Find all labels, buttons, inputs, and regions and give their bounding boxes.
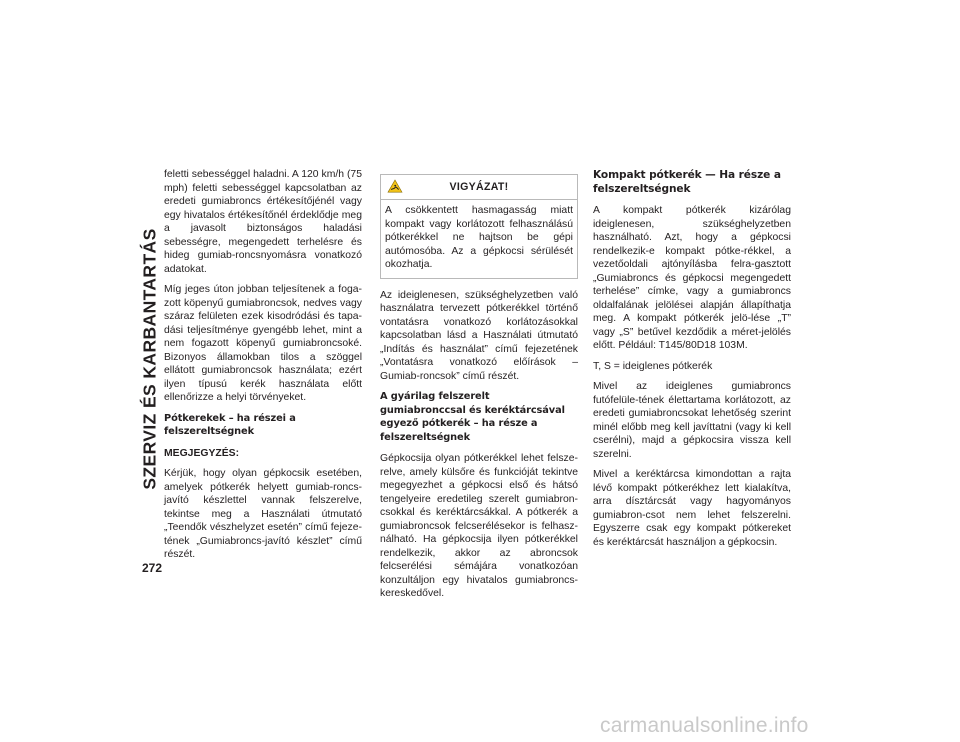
paragraph: Míg jeges úton jobban teljesítenek a foga-zott köpenyű gumiabroncsok, nedves vagy száraz felületen ezek kisodródási és tapa-dási teljesítménye gyengébb lehet, mint a nem fogazott köpenyű gumiabroncsoké. Bizonyos államokban tilos a szöggel ellátott gumiabroncsok használata; ezért ilyen típusú kerék használata előtt ellenőrizze a helyi törvényeket. (164, 284, 362, 403)
section-heading: Kompakt pótkerék — Ha része a felszereltségnek (593, 169, 781, 195)
caution-header (381, 175, 577, 200)
paragraph: Mivel a keréktárcsa kimondottan a rajta lévő kompakt pótkerékhez lett kialakítva, arra dísztárcsát vagy hagyományos gumiabron-csot nem lehet felszerelni. Egyszerre csak egy kompakt pótkereket és keréktárcsát használjon a gépkocsin. (593, 469, 791, 548)
caution-body (381, 200, 577, 278)
section-heading: Pótkerekek – ha részei a felszereltségnek (164, 412, 296, 437)
note-text: Kérjük, hogy olyan gépkocsik esetében, amelyek pótkerék helyett gumiab-roncs-javító készlettel vannak felszerelve, tekintse meg a Használati útmutató „Teendők vészhelyzet esetén” című fejeze-tének „Gumiabroncs-javító készlet” című részét. (164, 468, 362, 560)
paragraph: Mivel az ideiglenes gumiabroncs futófelüle-tének élettartama korlátozott, az eredeti gumiabroncsokat lehetőség szerint minél előbb meg kell javíttatni (vagy ki kell cserélni), majd a gépkocsira vissza kell szerelni. (593, 381, 791, 460)
caution-box (380, 174, 578, 279)
caution-title: VIGYÁZAT! (449, 181, 509, 193)
watermark: carmanualsonline.info (600, 714, 809, 737)
warning-triangle-icon (387, 179, 403, 193)
page-number: 272 (142, 561, 163, 575)
paragraph: feletti sebességgel haladni. A 120 km/h (75 mph) feletti sebességgel kapcsolatban az eredeti gumiabroncs értékesítőjénél vagy egy hivatalos értékesítőnél érdeklődje meg a javasolt biztonságos haladási sebességre, megengedett terhelésre és hideg gumiab-roncsnyomásra vonatkozó adatokat. (164, 169, 362, 275)
section-side-title-text: SZERVIZ ÉS KARBANTARTÁS (139, 228, 160, 490)
section-heading: A gyárilag felszerelt gumiabronccsal és keréktárcsával egyező pótkerék – ha része a felszereltségnek (380, 391, 565, 443)
column-right (593, 168, 791, 556)
note-label: MEGJEGYZÉS: (164, 447, 240, 459)
paragraph: T, S = ideiglenes pótkerék (593, 360, 713, 372)
section-side-title (138, 163, 162, 555)
paragraph: Gépkocsija olyan pótkerékkel lehet felsze-relve, amely külsőre és funkcióját tekintve megegyezhet a gépkocsi első és hátsó tengelyeire eredetileg szerelt gumiabron-csokkal és keréktárcsákkal. A pótkerék a gumiabroncsok felcserélésekor is felhasz-nálható. Ha gépkocsija ilyen pótkerékkel rendelkezik, akkor az abroncsok felcserélési sémájára vonatkozóan konzultáljon egy hivatalos gumiabroncs-kereskedővel. (380, 453, 578, 599)
column-left (164, 168, 362, 569)
paragraph: A kompakt pótkerék kizárólag ideiglenesen, szükséghelyzetben használható. Azt, hogy a gépkocsi rendelkezik-e kompakt pótke-rékkel, a vezetőoldali ajtónyílásba felra-gasztott „Gumiabroncs és gépkocsi megengedett terhelése” címke, vagy a gumiabroncs oldalfalának jelölései alapján állapíthatja meg. A kompakt pótkerék jelö-lése „T” vagy „S” betűvel kezdődik a méret-jelölés előtt. Például: T145/80D18 103M. (593, 205, 791, 351)
paragraph: Az ideiglenesen, szükséghelyzetben való használatra tervezett pótkerékkel történő vontatásra vonatkozó korlátozásokkal kapcsolatban lásd a Használati útmutató „Indítás és használat” című fejezetének „Vontatásra vonatkozó előírások – Gumiab-roncsok” című részét. (380, 289, 578, 382)
caution-text: A csökkentett hasmagasság miatt kompakt vagy korlátozott felhasználású pótkerékkel ne hajtson be gépi autómosóba. Az a gépkocsi sérülését okozhatja. (385, 205, 573, 270)
column-middle (380, 168, 578, 608)
